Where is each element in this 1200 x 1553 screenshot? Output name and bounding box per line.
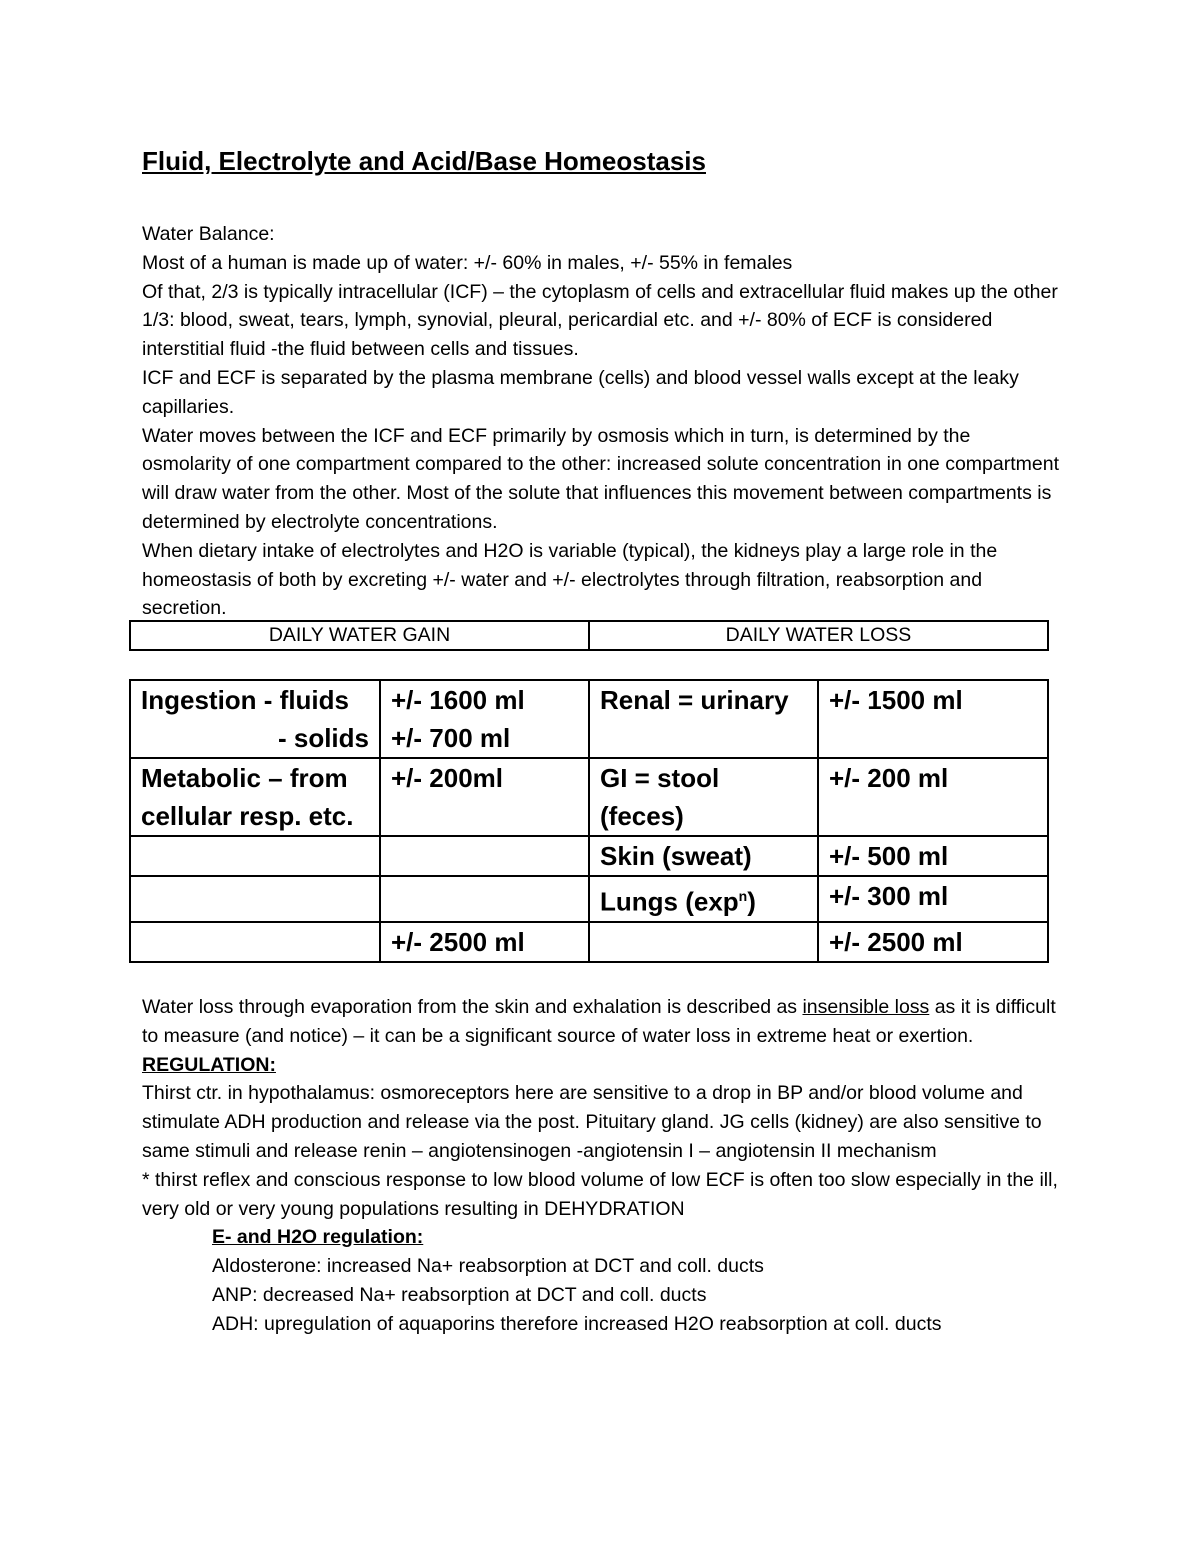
daily-water-loss-header: DAILY WATER LOSS: [589, 621, 1048, 650]
table-cell: [130, 922, 380, 962]
loss-source-end: ): [747, 886, 756, 917]
adh-item: ADH: upregulation of aquaporins therefore increased H2O reabsorption at coll. ducts: [212, 1312, 942, 1335]
aldosterone-item: Aldosterone: increased Na+ reabsorption at DCT and coll. ducts: [212, 1255, 764, 1278]
table-row: [130, 758, 1048, 836]
table-cell: [589, 836, 818, 876]
table-cell: [589, 680, 818, 758]
intro-paragraph-2: Of that, 2/3 is typically intracellular (ICF) – the cytoplasm of cells and extracellular fluid makes up the other 1/3: blood, sweat, tears, lymph, synovial, pleural, pericardial etc. and +/- 80% of ECF is considered interstitial fluid -the fluid between cells and tissues.: [142, 280, 1058, 361]
anp-item: ANP: decreased Na+ reabsorption at DCT and coll. ducts: [212, 1283, 707, 1306]
loss-amount: +/- 200 ml: [829, 763, 949, 793]
intro-section: [142, 220, 1062, 623]
water-table-header: [129, 620, 1049, 651]
gain-amount: +/- 700 ml: [391, 723, 511, 753]
intro-paragraph-1: Most of a human is made up of water: +/- 60% in males, +/- 55% in females: [142, 251, 793, 274]
table-cell: [130, 836, 380, 876]
loss-total: +/- 2500 ml: [829, 926, 963, 957]
table-cell: [818, 758, 1048, 836]
dehydration-paragraph: * thirst reflex and conscious response to low blood volume of low ECF is often too slow especially in the ill, very old or very young populations resulting in DEHYDRATION: [142, 1168, 1058, 1220]
table-row: [130, 876, 1048, 922]
gain-amount: +/- 1600 ml: [391, 685, 525, 715]
table-row-total: [130, 922, 1048, 962]
daily-water-gain-header: DAILY WATER GAIN: [130, 621, 589, 650]
loss-source: GI = stool: [600, 763, 720, 793]
table-cell: [589, 758, 818, 836]
table-cell: [818, 680, 1048, 758]
table-cell: [130, 876, 380, 922]
table-cell: [130, 758, 380, 836]
water-balance-heading: Water Balance:: [142, 223, 275, 245]
gain-source: - solids: [277, 723, 369, 753]
loss-source: (feces): [600, 801, 684, 831]
table-row: [130, 680, 1048, 758]
regulation-heading: REGULATION:: [142, 1053, 276, 1076]
text-run: Water loss through evaporation from the skin and exhalation is described as: [142, 996, 803, 1018]
gain-source: cellular resp. etc.: [141, 801, 354, 831]
table-cell: [818, 922, 1048, 962]
table-cell: [380, 876, 589, 922]
gain-total: +/- 2500 ml: [391, 926, 525, 957]
insensible-loss-paragraph: [142, 993, 1062, 1051]
gain-source: Metabolic – from: [141, 763, 348, 793]
loss-amount: +/- 500 ml: [829, 841, 949, 871]
table-cell: [380, 758, 589, 836]
gain-amount: +/- 200ml: [391, 763, 504, 793]
gain-source: Ingestion - fluids: [141, 685, 349, 715]
intro-paragraph-5: When dietary intake of electrolytes and H2O is variable (typical), the kidneys play a large role in the homeostasis of both by excreting +/- water and +/- electrolytes through filtration, reabsorption and secretion.: [142, 539, 998, 620]
superscript: n: [738, 888, 748, 904]
table-cell: [380, 680, 589, 758]
intro-paragraph-3: ICF and ECF is separated by the plasma membrane (cells) and blood vessel walls except at the leaky capillaries.: [142, 366, 1019, 418]
loss-amount: +/- 1500 ml: [829, 685, 963, 715]
intro-paragraph-4: Water moves between the ICF and ECF primarily by osmosis which in turn, is determined by the osmolarity of one compartment compared to the other: increased solute concentration in one compartment will draw water from the other. Most of the solute that influences this movement between compartments is determined by electrolyte concentrations.: [142, 424, 1059, 533]
table-cell: [589, 922, 818, 962]
outro-section: [142, 993, 1062, 1339]
loss-source: Renal = urinary: [600, 685, 789, 715]
water-balance-table: [129, 679, 1049, 963]
loss-amount: +/- 300 ml: [829, 881, 949, 911]
table-cell: [130, 680, 380, 758]
table-cell: [818, 836, 1048, 876]
loss-source: Lungs (exp: [600, 886, 739, 917]
loss-source: Skin (sweat): [600, 841, 752, 871]
insensible-loss-term: insensible loss: [802, 996, 930, 1018]
table-row: [130, 836, 1048, 876]
table-cell: [380, 922, 589, 962]
table-cell: [589, 876, 818, 922]
e-h2o-regulation-heading: E- and H2O regulation:: [212, 1226, 424, 1249]
text-run: as it is difficult to measure (and notice) – it can be a significant source of water loss in extreme heat or exertion.: [142, 996, 1056, 1047]
page-title: Fluid, Electrolyte and Acid/Base Homeostasis: [142, 146, 706, 176]
table-cell: [380, 836, 589, 876]
table-cell: [818, 876, 1048, 922]
thirst-paragraph: Thirst ctr. in hypothalamus: osmoreceptors here are sensitive to a drop in BP and/or blood volume and stimulate ADH production and release via the post. Pituitary gland. JG cells (kidney) are also sensitive to same stimuli and release renin – angiotensinogen -angiotensin I – angiotensin II mechanism: [142, 1082, 1042, 1162]
